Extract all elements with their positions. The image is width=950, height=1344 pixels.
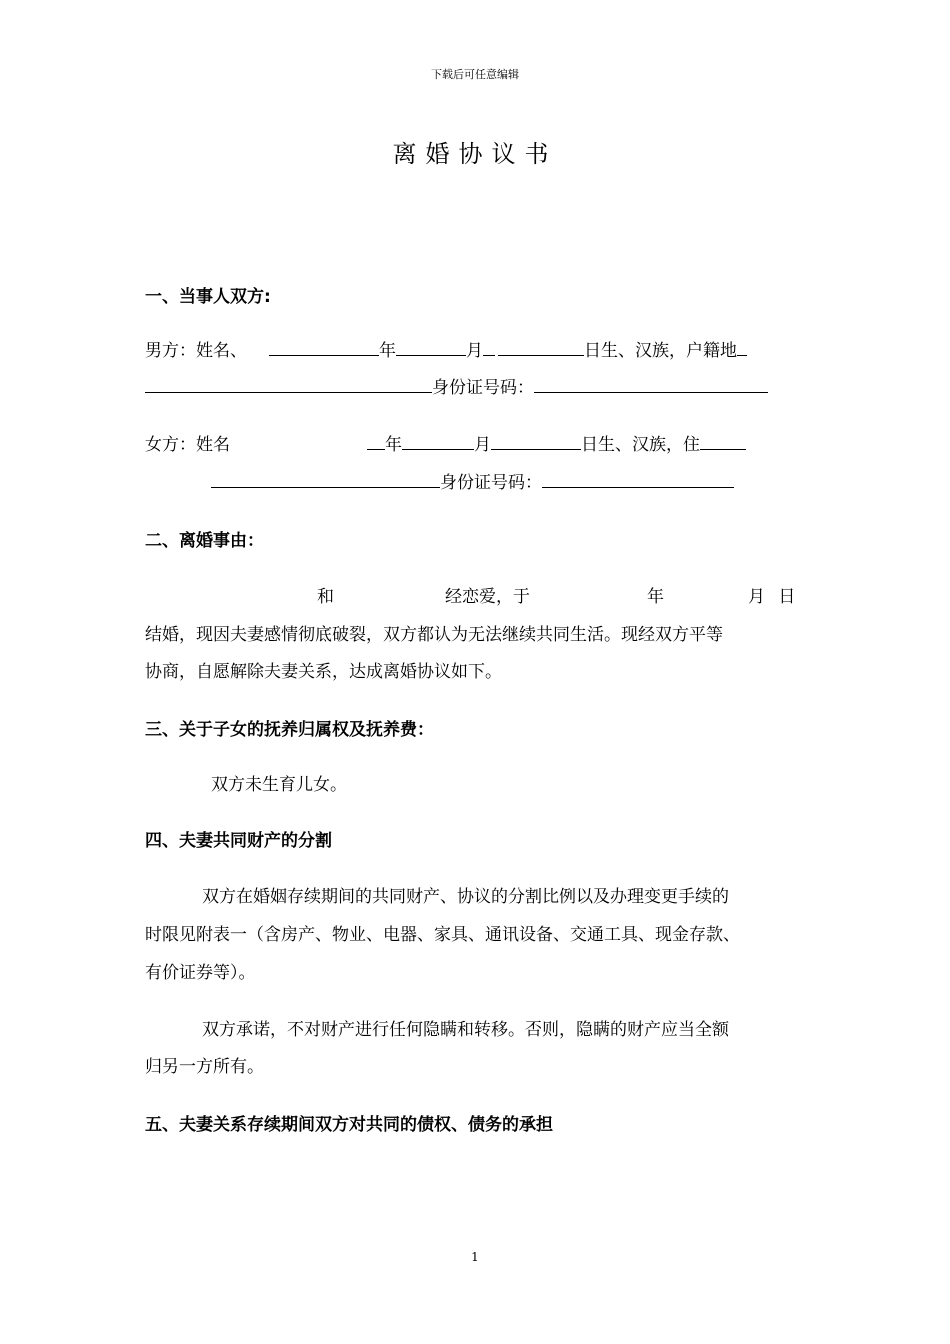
- section-heading-children: 三、关于子女的抚养归属权及抚养费：: [145, 720, 434, 740]
- property-p2-line-2: 归另一方所有。: [145, 1057, 264, 1077]
- wife-month-label: 月: [474, 435, 491, 455]
- reason-met: 经恋爱，于: [445, 587, 530, 607]
- section-heading-reason: 二、离婚事由：: [145, 531, 264, 551]
- reason-he: 和: [317, 587, 334, 607]
- husband-id-blank[interactable]: [534, 375, 768, 393]
- page-number: 1: [471, 1250, 479, 1264]
- section-heading-parties: 一、当事人双方:: [145, 287, 271, 307]
- wife-residence-blank-2[interactable]: [211, 470, 440, 488]
- husband-name-label: 男方：姓名、: [145, 341, 247, 361]
- wife-id-label: 身份证号码：: [440, 473, 542, 493]
- wife-residence-blank[interactable]: [700, 432, 746, 450]
- husband-day-blank[interactable]: [498, 338, 584, 356]
- section-heading-debts: 五、夫妻关系存续期间双方对共同的债权、债务的承担: [145, 1115, 553, 1135]
- wife-day-text: 日生、汉族，住: [581, 435, 700, 455]
- wife-name-label: 女方：姓名: [145, 435, 230, 455]
- property-p1-line-2: 时限见附表一（含房产、物业、电器、家具、通讯设备、交通工具、现金存款、: [145, 925, 740, 945]
- property-p1-line-3: 有价证券等）。: [145, 963, 256, 983]
- document-title: 离婚协议书: [392, 140, 558, 168]
- husband-day-text: 日生、汉族，户籍地: [584, 341, 737, 361]
- wife-year-label: 年: [385, 435, 402, 455]
- husband-name-blank[interactable]: [269, 338, 379, 356]
- wife-line-2: [211, 468, 734, 493]
- husband-year-label: 年: [379, 341, 396, 361]
- property-p2-line-1: 双方承诺，不对财产进行任何隐瞒和转移。否则，隐瞒的财产应当全额: [202, 1020, 729, 1040]
- husband-id-label: 身份证号码：: [432, 378, 534, 398]
- reason-line-2: 结婚，现因夫妻感情彻底破裂，双方都认为无法继续共同生活。现经双方平等: [145, 625, 723, 645]
- husband-line-1: [145, 336, 747, 361]
- wife-line-1: [145, 430, 746, 455]
- wife-name-blank[interactable]: [367, 432, 385, 450]
- children-text: 双方未生育儿女。: [211, 775, 347, 795]
- husband-year-blank[interactable]: [396, 338, 466, 356]
- reason-month-day: 月 日: [748, 587, 796, 607]
- reason-year: 年: [647, 587, 664, 607]
- husband-residence-blank[interactable]: [737, 338, 747, 356]
- husband-residence-blank-2[interactable]: [145, 375, 432, 393]
- reason-line-3: 协商，自愿解除夫妻关系，达成离婚协议如下。: [145, 662, 502, 682]
- husband-line-2: [145, 373, 768, 398]
- section-heading-property: 四、夫妻共同财产的分割: [145, 831, 332, 851]
- header-note: 下载后可任意编辑: [431, 68, 519, 81]
- wife-month-blank[interactable]: [491, 432, 581, 450]
- wife-id-blank[interactable]: [542, 470, 734, 488]
- property-p1-line-1: 双方在婚姻存续期间的共同财产、协议的分割比例以及办理变更手续的: [202, 887, 729, 907]
- wife-year-blank[interactable]: [402, 432, 474, 450]
- husband-month-label: 月: [466, 341, 483, 361]
- husband-month-blank[interactable]: [483, 338, 495, 356]
